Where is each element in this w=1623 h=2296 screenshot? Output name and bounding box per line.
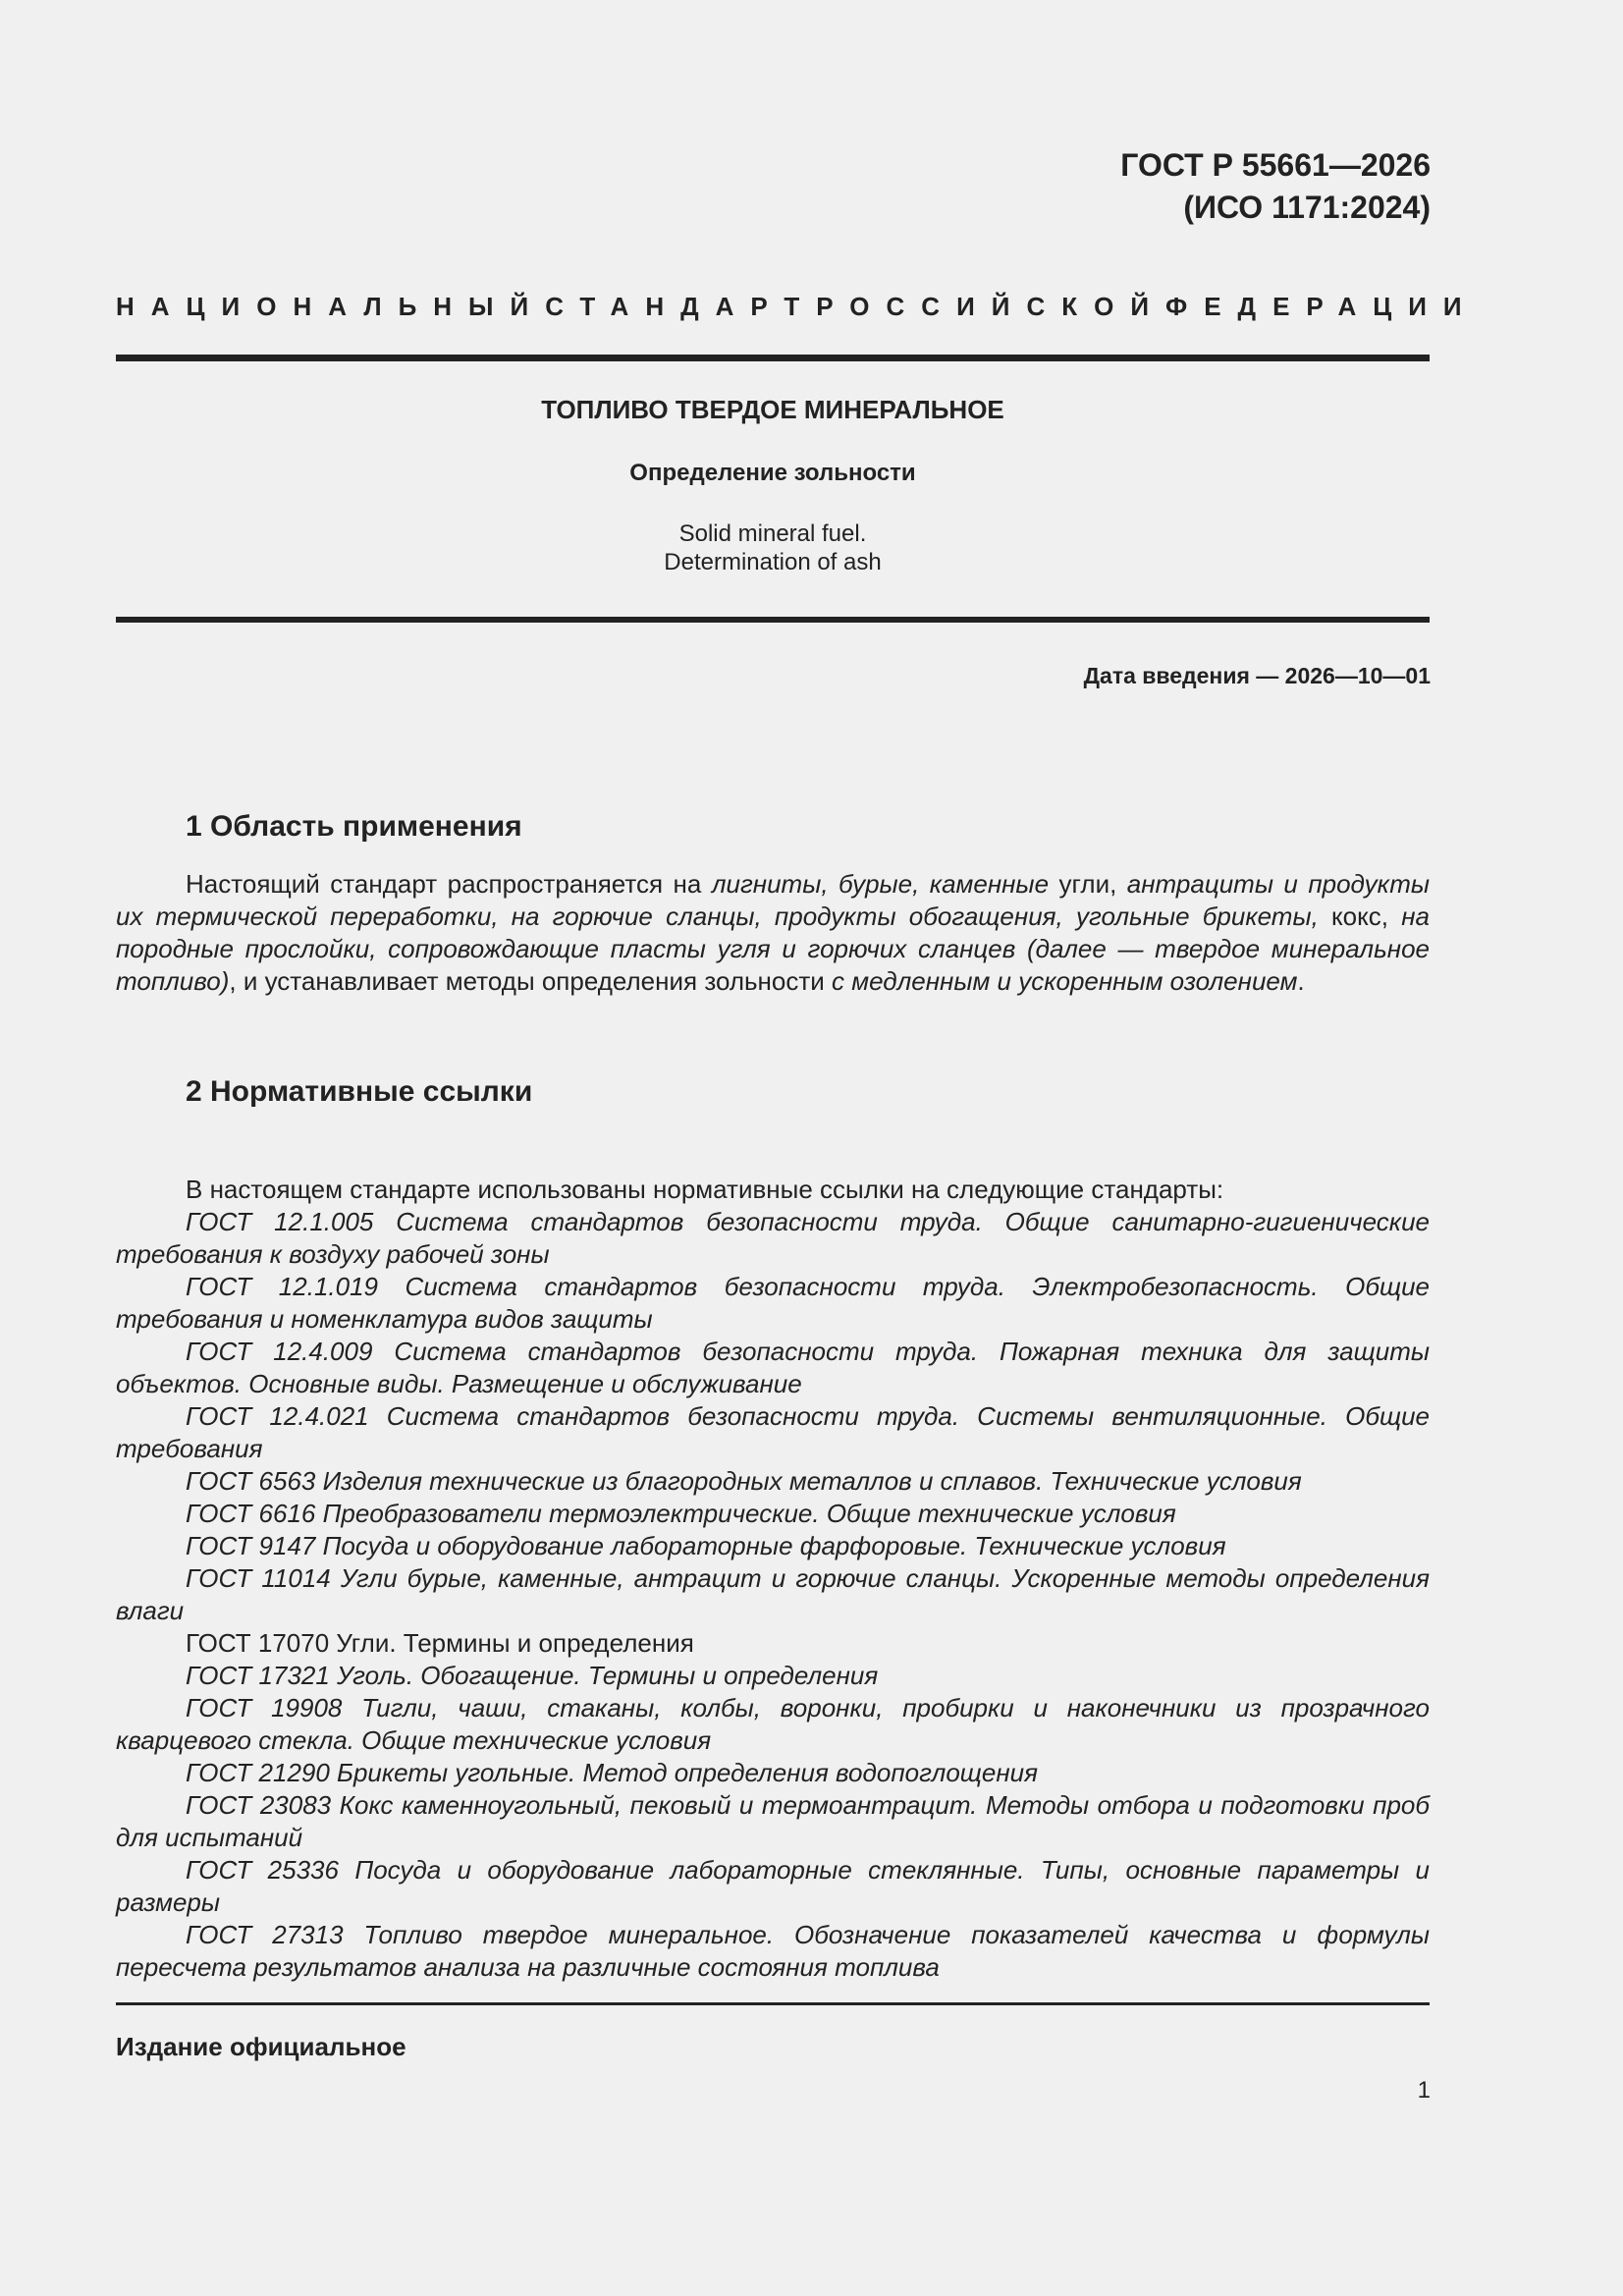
reference-item: ГОСТ 27313 Топливо твердое минеральное. Обозначение показателей качества и формулы пересчета результатов анализа на различные состояния топлива xyxy=(116,1920,1430,1982)
reference-item: ГОСТ 25336 Посуда и оборудование лабораторные стеклянные. Типы, основные параметры и размеры xyxy=(116,1855,1430,1917)
scope-text-run: антрациты и продукты их термической переработки, на горючие сланцы, продукты обогащения, угольные брикеты, xyxy=(116,869,1430,931)
scope-text-run: на породные прослойки, сопровождающие пласты угля и горючих сланцев (далее — твердое минеральное топливо) xyxy=(116,902,1430,996)
scope-text-run: лигниты, бурые, каменные xyxy=(711,869,1050,899)
iso-number: (ИСО 1171:2024) xyxy=(1183,190,1431,225)
national-title-word: НАЦИОНАЛЬНЫЙ xyxy=(116,292,546,321)
top-divider xyxy=(116,355,1430,361)
scope-text-run: Настоящий стандарт распространяется на xyxy=(186,869,712,899)
document-title: ТОПЛИВО ТВЕРДОЕ МИНЕРАЛЬНОЕ xyxy=(541,395,1004,424)
section-1-heading: 1 Область применения xyxy=(186,810,522,843)
title-divider xyxy=(116,617,1430,623)
page-number: 1 xyxy=(1417,2077,1431,2104)
scope-text-run: с медленным и ускоренным озолением xyxy=(832,966,1298,996)
official-edition-label: Издание официальное xyxy=(116,2032,406,2061)
scope-text xyxy=(116,868,1430,998)
national-standard-title xyxy=(116,291,1479,322)
national-title-word: ФЕДЕРАЦИИ xyxy=(1165,292,1479,321)
national-title-word: СТАНДАРТ xyxy=(545,292,817,321)
gost-number: ГОСТ Р 55661—2026 xyxy=(1120,147,1431,183)
english-title-line-1: Solid mineral fuel. xyxy=(678,520,867,547)
english-title-line-2: Determination of ash xyxy=(664,549,882,575)
reference-item: ГОСТ 17070 Угли. Термины и определения xyxy=(186,1628,694,1658)
scope-text-run: кокс, xyxy=(1318,902,1402,931)
reference-item: ГОСТ 12.1.019 Система стандартов безопасности труда. Электробезопасность. Общие требования и номенклатура видов защиты xyxy=(116,1272,1430,1334)
reference-item: ГОСТ 17321 Уголь. Обогащение. Термины и определения xyxy=(186,1661,879,1690)
introduction-date: Дата введения — 2026—10—01 xyxy=(1083,663,1431,688)
reference-item: ГОСТ 21290 Брикеты угольные. Метод определения водопоглощения xyxy=(186,1758,1039,1787)
references-intro: В настоящем стандарте использованы нормативные ссылки на следующие стандарты: xyxy=(186,1175,1224,1204)
reference-item: ГОСТ 12.4.009 Система стандартов безопасности труда. Пожарная техника для защиты объектов. Основные виды. Размещение и обслуживание xyxy=(116,1337,1430,1398)
document-subtitle: Определение зольности xyxy=(629,460,916,486)
reference-item: ГОСТ 19908 Тигли, чаши, стаканы, колбы, воронки, пробирки и наконечники из прозрачного кварцевого стекла. Общие технические условия xyxy=(116,1693,1430,1755)
scope-paragraph xyxy=(116,868,1430,998)
reference-item: ГОСТ 6616 Преобразователи термоэлектрические. Общие технические условия xyxy=(186,1499,1176,1528)
scope-text-run: угли, xyxy=(1049,869,1127,899)
reference-item: ГОСТ 6563 Изделия технические из благородных металлов и сплавов. Технические условия xyxy=(186,1466,1302,1496)
reference-item: ГОСТ 12.4.021 Система стандартов безопасности труда. Системы вентиляционные. Общие требования xyxy=(116,1401,1430,1463)
scope-text-run: . xyxy=(1297,966,1305,996)
reference-item: ГОСТ 12.1.005 Система стандартов безопасности труда. Общие санитарно-гигиенические требования к воздуху рабочей зоны xyxy=(116,1207,1430,1269)
footer-divider xyxy=(116,2002,1430,2005)
national-title-word: РОССИЙСКОЙ xyxy=(816,292,1166,321)
reference-item: ГОСТ 11014 Угли бурые, каменные, антрацит и горючие сланцы. Ускоренные методы определения влаги xyxy=(116,1563,1430,1625)
reference-item: ГОСТ 9147 Посуда и оборудование лабораторные фарфоровые. Технические условия xyxy=(186,1531,1226,1560)
section-2-heading: 2 Нормативные ссылки xyxy=(186,1075,533,1108)
scope-text-run: , и устанавливает методы определения зольности xyxy=(229,966,833,996)
reference-item: ГОСТ 23083 Кокс каменноугольный, пековый и термоантрацит. Методы отбора и подготовки проб для испытаний xyxy=(116,1790,1430,1852)
reference-items xyxy=(116,1206,1430,1984)
references-list xyxy=(116,1174,1430,1984)
